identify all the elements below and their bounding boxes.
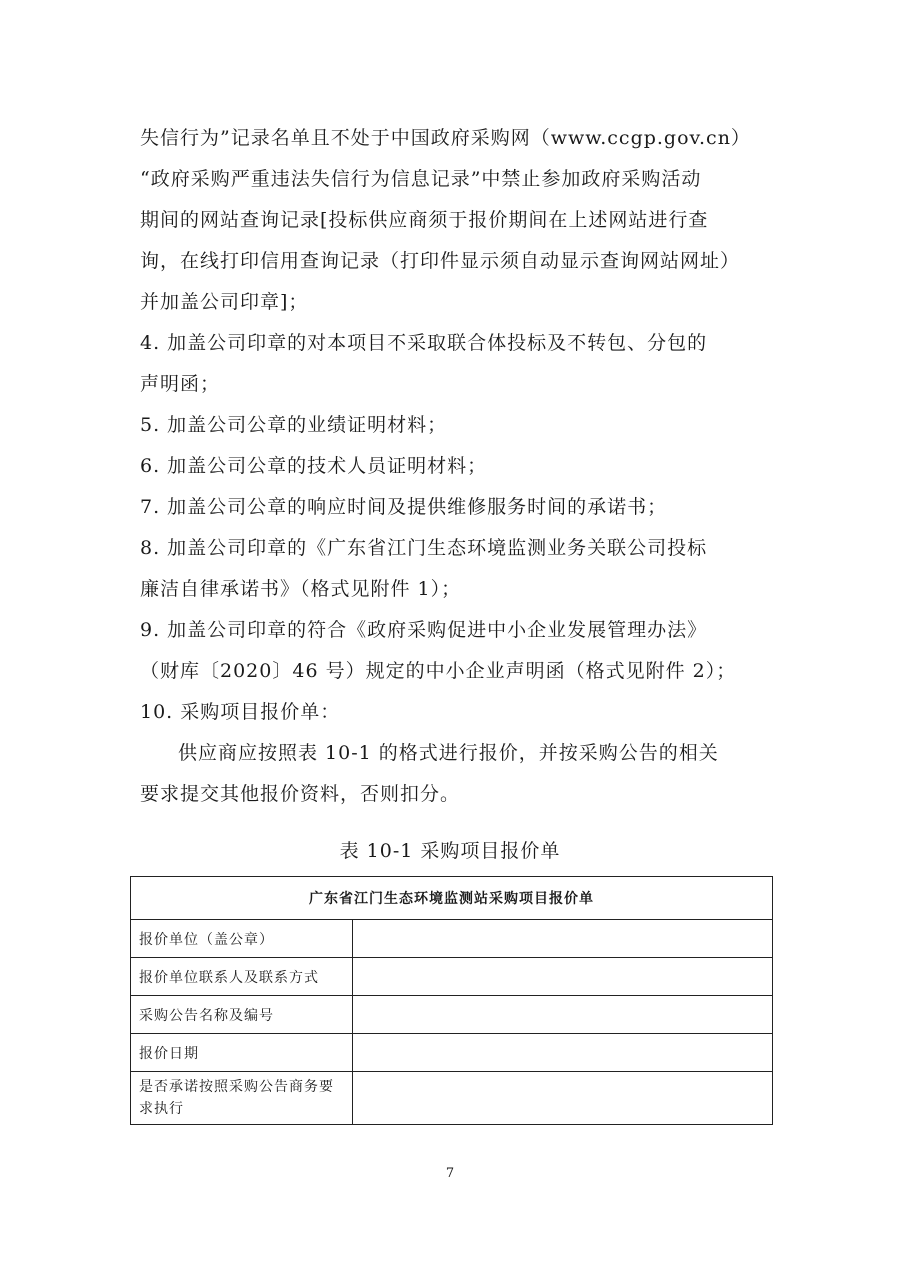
- paragraph-line: 失信行为”记录名单且不处于中国政府采购网（www.ccgp.gov.cn）: [140, 127, 751, 149]
- list-item-10: 10. 采购项目报价单：: [140, 701, 341, 723]
- row-label: 采购公告名称及编号: [131, 996, 353, 1034]
- row-label: 报价单位联系人及联系方式: [131, 958, 353, 996]
- row-value-cell: [353, 920, 773, 958]
- table-row: [131, 1072, 773, 1125]
- list-item-9: 9. 加盖公司印章的符合《政府采购促进中小企业发展管理办法》: [140, 619, 708, 641]
- paragraph-line: 期间的网站查询记录[投标供应商须于报价期间在上述网站进行查: [140, 209, 709, 231]
- list-item-5: 5. 加盖公司公章的业绩证明材料；: [140, 414, 448, 436]
- row-label: 报价单位（盖公章）: [131, 920, 353, 958]
- paragraph-line: （财库〔2020〕46 号）规定的中小企业声明函（格式见附件 2）；: [140, 660, 737, 682]
- table-row: [131, 1034, 773, 1072]
- table-row: [131, 920, 773, 958]
- paragraph-line-indented: 供应商应按照表 10-1 的格式进行报价，并按采购公告的相关: [178, 742, 719, 764]
- list-item-8: 8. 加盖公司印章的《广东省江门生态环境监测业务关联公司投标: [140, 537, 708, 559]
- paragraph-line: 要求提交其他报价资料，否则扣分。: [140, 783, 461, 805]
- list-item-6: 6. 加盖公司公章的技术人员证明材料；: [140, 455, 488, 477]
- row-label-line: 求执行: [139, 1101, 184, 1117]
- paragraph-line: 廉洁自律承诺书》（格式见附件 1）；: [140, 578, 462, 600]
- row-value-cell: [353, 958, 773, 996]
- row-value-cell: [353, 1072, 773, 1125]
- list-item-4: 4. 加盖公司印章的对本项目不采取联合体投标及不转包、分包的: [140, 332, 708, 354]
- document-body: [140, 118, 770, 815]
- row-value-cell: [353, 1034, 773, 1072]
- quotation-table: [130, 876, 773, 1125]
- table-caption: 表 10-1 采购项目报价单: [339, 840, 561, 862]
- paragraph-line: 询，在线打印信用查询记录（打印件显示须自动显示查询网站网址）: [140, 250, 741, 272]
- row-label-line: 是否承诺按照采购公告商务要: [139, 1079, 334, 1095]
- page-number: 7: [445, 1166, 455, 1181]
- list-item-7: 7. 加盖公司公章的响应时间及提供维修服务时间的承诺书；: [140, 496, 668, 518]
- row-label: [131, 1072, 353, 1125]
- row-value-cell: [353, 996, 773, 1034]
- table-row: [131, 996, 773, 1034]
- paragraph-line: 声明函；: [140, 373, 221, 395]
- table-header: 广东省江门生态环境监测站采购项目报价单: [131, 877, 773, 920]
- paragraph-line: 并加盖公司印章]；: [140, 291, 309, 313]
- paragraph-line: “政府采购严重违法失信行为信息记录”中禁止参加政府采购活动: [140, 168, 702, 190]
- table-row: [131, 958, 773, 996]
- table-header-row: [131, 877, 773, 920]
- row-label: 报价日期: [131, 1034, 353, 1072]
